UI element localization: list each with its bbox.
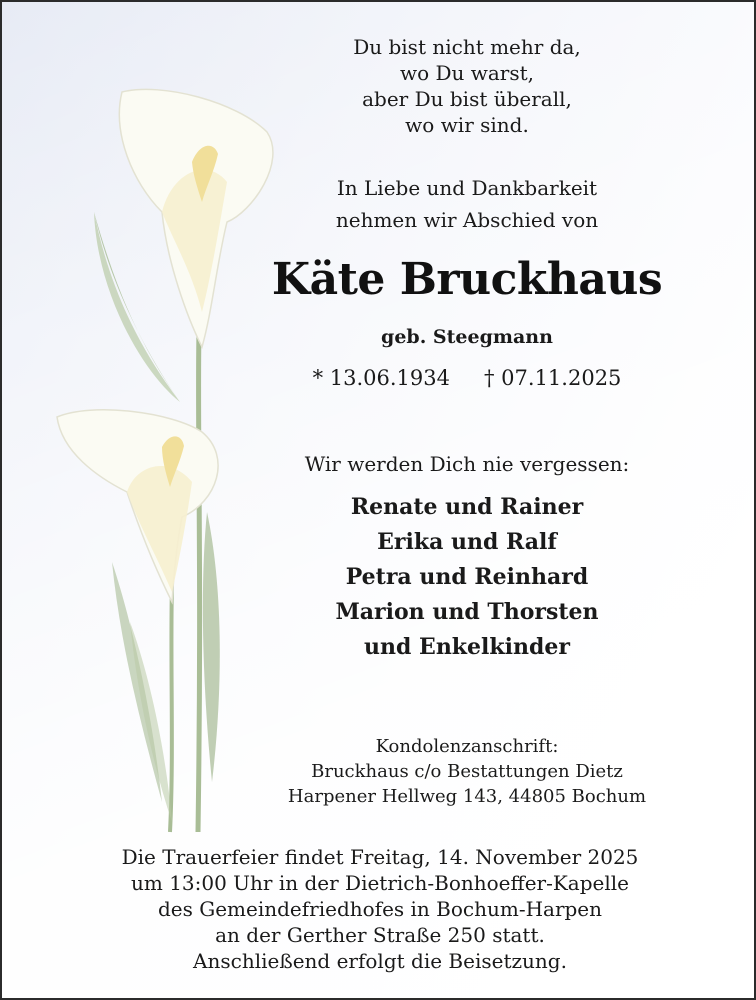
family-member: Renate und Rainer xyxy=(350,494,584,520)
intro-line: In Liebe und Dankbarkeit xyxy=(336,176,598,200)
deceased-name: Käte Bruckhaus xyxy=(271,254,663,305)
ceremony-line: des Gemeindefriedhofes in Bochum-Harpen xyxy=(157,897,603,921)
condolence-line: Bruckhaus c/o Bestattungen Dietz xyxy=(311,761,623,782)
family-member: Petra und Reinhard xyxy=(345,564,589,590)
birth-date: * 13.06.1934 xyxy=(312,366,450,390)
family-member: Erika und Ralf xyxy=(377,529,557,555)
poem-line: aber Du bist überall, xyxy=(362,87,572,111)
intro-line: nehmen wir Abschied von xyxy=(335,208,599,232)
ceremony-info xyxy=(62,844,698,974)
family-member: und Enkelkinder xyxy=(364,634,570,660)
remembrance-line: Wir werden Dich nie vergessen: xyxy=(304,452,630,476)
ceremony-line: Anschließend erfolgt die Beisetzung. xyxy=(193,949,567,973)
ceremony-line: Die Trauerfeier findet Freitag, 14. November 2025 xyxy=(121,845,639,869)
intro-text xyxy=(272,172,662,236)
family-list xyxy=(252,490,682,665)
poem xyxy=(272,34,662,138)
life-dates xyxy=(252,366,682,390)
condolence-line: Harpener Hellweg 143, 44805 Bochum xyxy=(287,786,647,807)
birth-name: geb. Steegmann xyxy=(381,326,553,348)
death-date: † 07.11.2025 xyxy=(484,366,622,390)
poem-line: wo Du warst, xyxy=(399,61,535,85)
family-member: Marion und Thorsten xyxy=(335,599,599,625)
condolence-heading: Kondolenzanschrift: xyxy=(375,736,559,757)
ceremony-line: um 13:00 Uhr in der Dietrich-Bonhoeffer-Kapelle xyxy=(130,871,630,895)
poem-line: Du bist nicht mehr da, xyxy=(353,35,581,59)
condolence-address xyxy=(252,734,682,809)
ceremony-line: an der Gerther Straße 250 statt. xyxy=(215,923,545,947)
poem-line: wo wir sind. xyxy=(405,113,529,137)
